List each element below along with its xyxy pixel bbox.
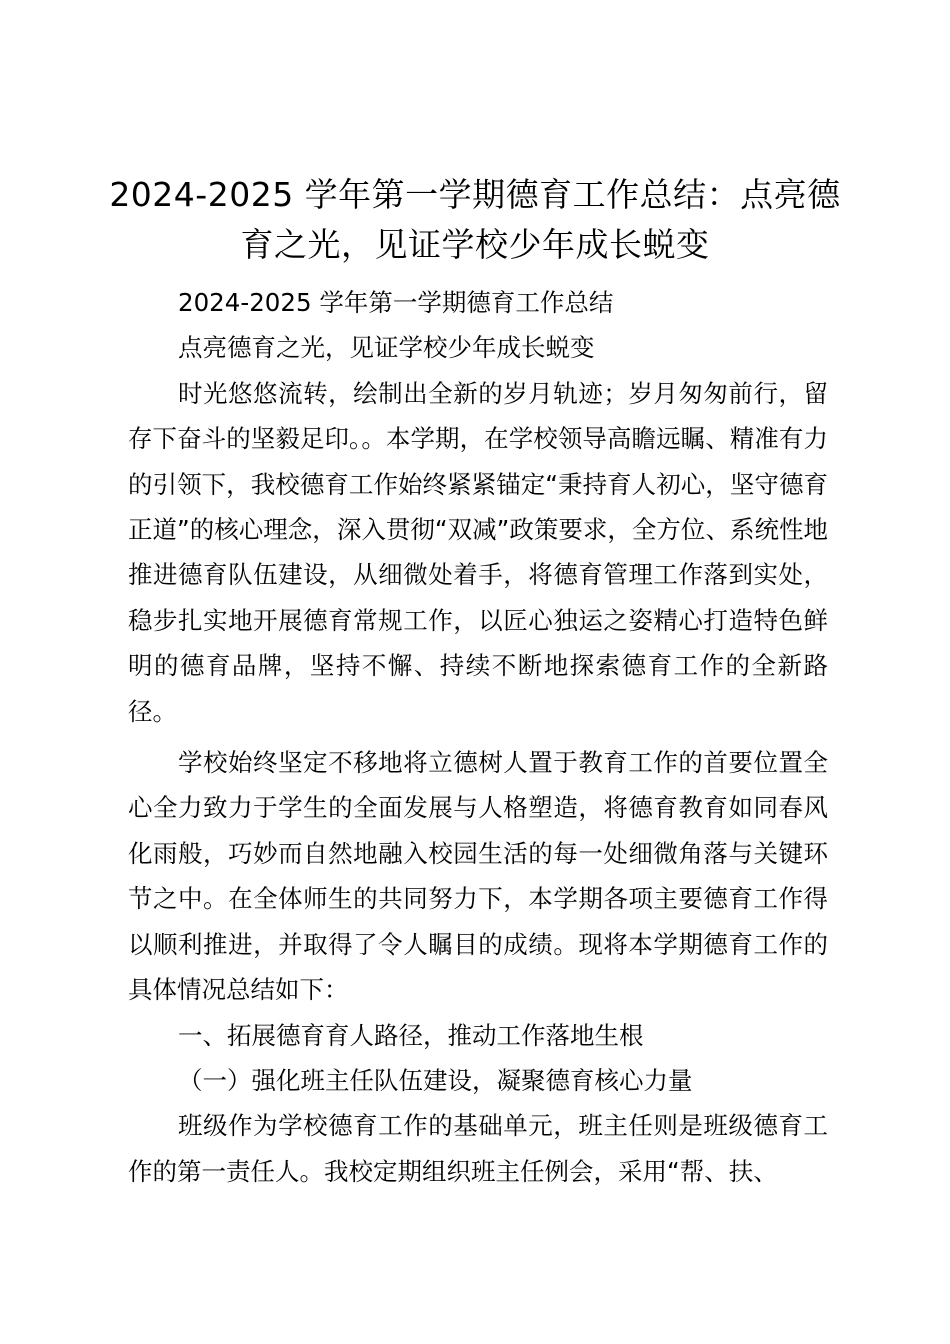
paragraph-subtitle-year: 2024-2025 学年第一学期德育工作总结 — [178, 288, 614, 317]
paragraph-subtitle-theme: 点亮德育之光，见证学校少年成长蜕变 — [178, 333, 595, 363]
document-title: 2024-2025 学年第一学期德育工作总结：点亮德育之光，见证学校少年成长蜕变 — [109, 175, 841, 264]
subsection-heading-1-1: （一）强化班主任队伍建设，凝聚德育核心力量 — [178, 1065, 693, 1095]
paragraph-intro: 时光悠悠流转，绘制出全新的岁月轨迹；岁月匆匆前行，留存下奋斗的坚毅足印。。本学期，在学校领导高瞻远瞩、精准有力的引领下，我校德育工作始终紧紧锚定“秉持育人初心，坚守德育正道”的核心理念，深入贯彻“双减”政策要求，全方位、系统性地推进德育队伍建设，从细微处着手，将德育管理工作落到实处，稳步扎实地开展德育常规工作，以匠心独运之姿精心打造特色鲜明的德育品牌，坚持不懈、持续不断地探索德育工作的全新路径。 — [128, 378, 828, 726]
paragraph-class-teacher: 班级作为学校德育工作的基础单元，班主任则是班级德育工作的第一责任人。我校定期组织班主任例会，采用“帮、扶、 — [128, 1111, 828, 1186]
document-body — [128, 280, 828, 1194]
paragraph-overview: 学校始终坚定不移地将立德树人置于教育工作的首要位置全心全力致力于学生的全面发展与人格塑造，将德育教育如同春风化雨般，巧妙而自然地融入校园生活的每一处细微角落与关键环节之中。在全体师生的共同努力下，本学期各项主要德育工作得以顺利推进，并取得了令人瞩目的成绩。现将本学期德育工作的具体情况总结如下： — [128, 748, 828, 1005]
section-heading-1: 一、拓展德育育人路径，推动工作落地生根 — [178, 1020, 644, 1050]
